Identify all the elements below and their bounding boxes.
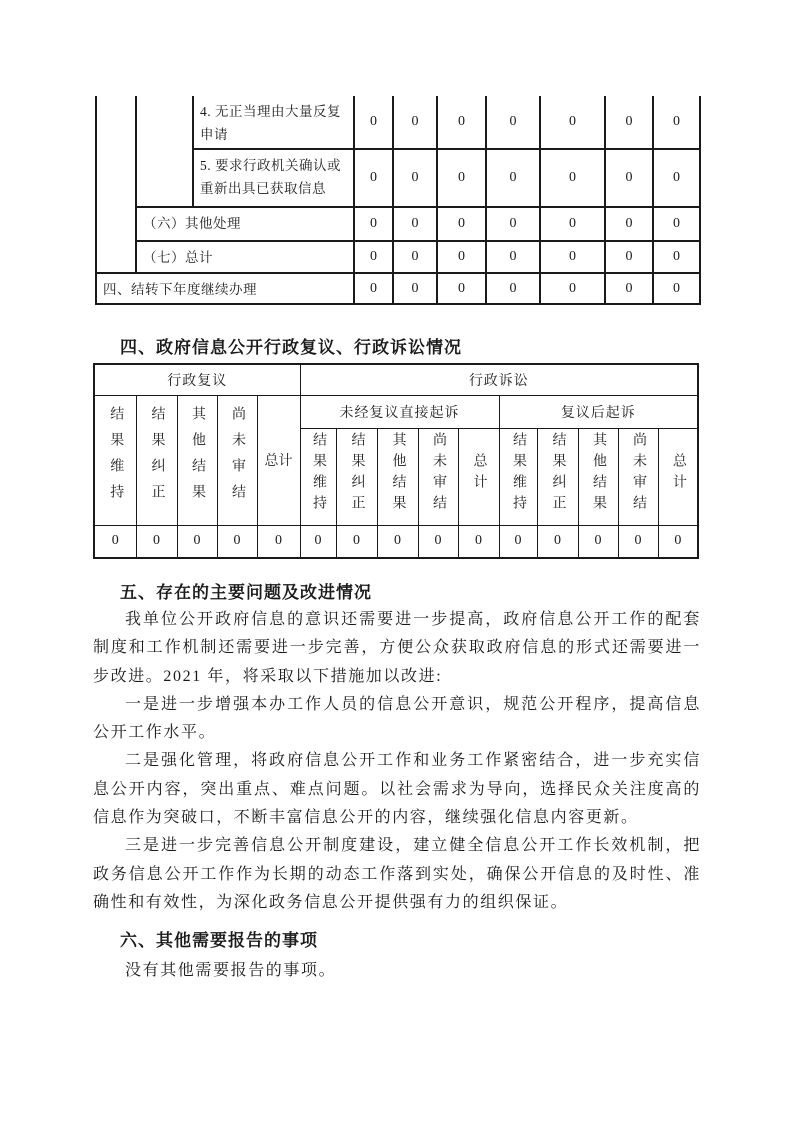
vertical-header-label: 其他结果: [190, 405, 205, 510]
vertical-header-label: 结果纠正: [149, 405, 165, 510]
value-cell: 0: [653, 241, 700, 273]
value-cell: 0: [486, 96, 540, 149]
value-cell: 0: [437, 207, 486, 241]
column-header-cell: [658, 428, 698, 525]
subgroup-header-after-review-suit: 复议后起诉: [499, 395, 698, 428]
value-cell: 0: [393, 207, 437, 241]
table-header-row: [94, 364, 698, 395]
vertical-header-label: 总计: [471, 453, 487, 495]
subgroup-header-direct-suit: 未经复议直接起诉: [300, 395, 499, 428]
vertical-header-label: 其他结果: [591, 432, 607, 516]
column-header-cell: [177, 395, 217, 525]
paragraph: 一是进一步增强本办工作人员的信息公开意识，规范公开程序，提高信息公开工作水平。: [93, 695, 701, 742]
vertical-header-label: 结果维持: [511, 432, 527, 516]
value-cell: 0: [578, 525, 618, 558]
paragraph: 我单位公开政府信息的意识还需要进一步提高，政府信息公开工作的配套制度和工作机制还需要进一步完善，方便公众获取政府信息的形式还需要进一步改进。2021 年，将采取以下措施加以改进:: [93, 611, 701, 685]
value-cell: 0: [177, 525, 217, 558]
value-cell: 0: [300, 525, 336, 558]
value-cell: 0: [437, 273, 486, 304]
value-cell: 0: [653, 149, 700, 207]
vertical-header-label: 尚未审结: [431, 432, 447, 516]
value-cell: 0: [354, 241, 393, 273]
value-cell: 0: [486, 149, 540, 207]
group-header-review: 行政复议: [94, 364, 300, 395]
review-litigation-table: [93, 363, 699, 559]
vertical-header-label: 结果维持: [311, 432, 327, 516]
column-header-cell: [94, 395, 136, 525]
value-cell: 0: [336, 525, 377, 558]
column-header-cell: [336, 428, 377, 525]
section-5-body: [93, 606, 701, 917]
paragraph: 二是强化管理，将政府信息公开工作和业务工作紧密结合，进一步充实信息公开内容，突出重点、难点问题。以社会需求为导向，选择民众关注度高的信息作为突破口，不断丰富信息公开的内容，继续强化信息内容更新。: [93, 752, 701, 827]
table-row: [96, 207, 700, 241]
column-header-cell: [136, 395, 177, 525]
vertical-header-label: 尚未审结: [230, 405, 245, 510]
vertical-header-label: 结果纠正: [349, 432, 365, 516]
value-cell: 0: [605, 241, 653, 273]
section-6-heading: 六、其他需要报告的事项: [120, 931, 318, 950]
vertical-header-label: 结果维持: [108, 405, 124, 510]
value-cell: 0: [94, 525, 136, 558]
value-cell: 0: [354, 96, 393, 149]
value-cell: 0: [540, 273, 605, 304]
value-cell: 0: [393, 149, 437, 207]
column-header-cell: [300, 428, 336, 525]
value-cell: 0: [486, 207, 540, 241]
group-header-litigation: 行政诉讼: [300, 364, 698, 395]
column-header-cell: [377, 428, 418, 525]
column-header-cell: [618, 428, 658, 525]
column-header-cell: 总计: [257, 395, 300, 525]
vertical-header-label: 其他结果: [390, 432, 406, 516]
merged-empty-cell: [96, 96, 136, 273]
section-5-heading: 五、存在的主要问题及改进情况: [120, 583, 372, 602]
value-cell: 0: [658, 525, 698, 558]
value-cell: 0: [486, 273, 540, 304]
value-cell: 0: [540, 149, 605, 207]
value-cell: 0: [540, 241, 605, 273]
paragraph: 三是进一步完善信息公开制度建设，建立健全信息公开工作长效机制，把政务信息公开工作作为长期的动态工作落到实处，确保公开信息的及时性、准确性和有效性，为深化政务信息公开提供强有力的组织保证。: [93, 837, 701, 911]
value-cell: 0: [437, 96, 486, 149]
value-cell: 0: [393, 241, 437, 273]
table-header-row: [94, 395, 698, 428]
section-6-body: [93, 957, 701, 985]
value-cell: 0: [377, 525, 418, 558]
row-label-cell: （六）其他处理: [136, 207, 354, 241]
vertical-header-label: 尚未审结: [631, 432, 647, 516]
row-label-cell: 四、结转下年度继续办理: [96, 273, 354, 304]
merged-empty-cell: [136, 96, 193, 207]
value-cell: 0: [354, 273, 393, 304]
value-cell: 0: [354, 149, 393, 207]
value-cell: 0: [499, 525, 537, 558]
value-cell: 0: [354, 207, 393, 241]
value-cell: 0: [653, 273, 700, 304]
value-cell: 0: [393, 273, 437, 304]
row-label-cell: 4. 无正当理由大量反复申请: [193, 96, 354, 149]
value-cell: 0: [537, 525, 578, 558]
row-label-cell: 5. 要求行政机关确认或重新出具已获取信息: [193, 149, 354, 207]
table-values-row: [94, 525, 698, 558]
vertical-header-label: 总计: [670, 453, 686, 495]
vertical-header-label: 结果纠正: [550, 432, 566, 516]
column-header-cell: [217, 395, 257, 525]
value-cell: 0: [418, 525, 458, 558]
value-cell: 0: [437, 149, 486, 207]
value-cell: 0: [605, 96, 653, 149]
row-label-cell: （七）总计: [136, 241, 354, 273]
value-cell: 0: [605, 273, 653, 304]
value-cell: 0: [540, 96, 605, 149]
value-cell: 0: [605, 149, 653, 207]
value-cell: 0: [393, 96, 437, 149]
value-cell: 0: [257, 525, 300, 558]
table-row: [96, 241, 700, 273]
value-cell: 0: [437, 241, 486, 273]
table-row: [96, 273, 700, 304]
section-4-heading: 四、政府信息公开行政复议、行政诉讼情况: [120, 338, 462, 357]
column-header-cell: [537, 428, 578, 525]
paragraph: 没有其他需要报告的事项。: [125, 962, 337, 979]
column-header-cell: [499, 428, 537, 525]
value-cell: 0: [217, 525, 257, 558]
column-header-cell: [418, 428, 458, 525]
value-cell: 0: [540, 207, 605, 241]
column-header-cell: [458, 428, 499, 525]
value-cell: 0: [618, 525, 658, 558]
value-cell: 0: [458, 525, 499, 558]
value-cell: 0: [136, 525, 177, 558]
application-results-table: [95, 96, 701, 305]
value-cell: 0: [486, 241, 540, 273]
table-row: [96, 96, 700, 149]
value-cell: 0: [653, 207, 700, 241]
value-cell: 0: [605, 207, 653, 241]
value-cell: 0: [653, 96, 700, 149]
column-header-cell: [578, 428, 618, 525]
